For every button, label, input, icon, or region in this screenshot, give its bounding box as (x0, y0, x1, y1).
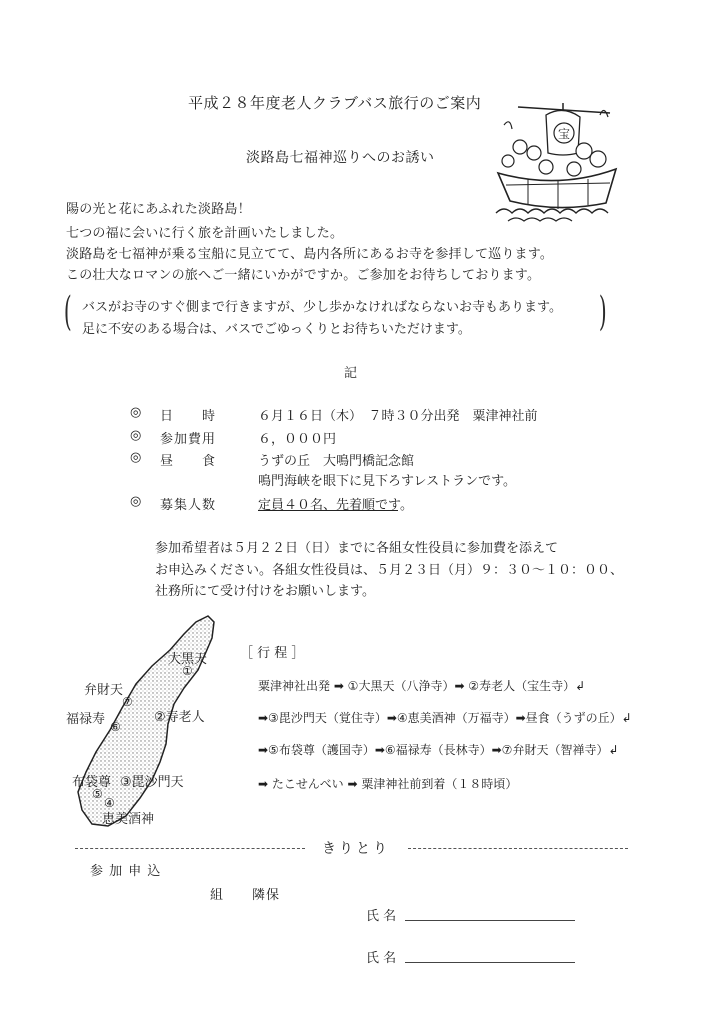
map-label-hoteison: 布袋尊 (72, 775, 112, 790)
map-label-benzaiten: 弁財天 (84, 683, 124, 698)
treasure-ship-illustration (488, 95, 628, 225)
detail-bullet: ◎ (130, 428, 142, 443)
ki-heading: 記 (344, 366, 358, 381)
cutoff-label: きりとり (322, 841, 390, 857)
detail-label-fee: 参加費用 (160, 432, 217, 447)
map-marker-6: ⑥ (110, 720, 121, 734)
intro-line-2: 七つの福に会いに行く旅を計画いたしました。 (66, 226, 344, 241)
note-line-1: バスがお寺のすぐ側まで行きますが、少し歩かなければならないお寺もあります。 (82, 300, 562, 315)
detail-bullet: ◎ (130, 450, 142, 465)
intro-line-4: この壮大なロマンの旅へご一緒にいかがですか。ご参加をお待ちしております。 (66, 268, 541, 283)
detail-label-capacity: 募集人数 (160, 498, 217, 513)
note-left-bracket: ( (63, 289, 72, 335)
map-label-jurojin: ②寿老人 (154, 710, 205, 725)
intro-line-1: 陽の光と花にあふれた淡路島！ (66, 202, 251, 217)
form-title: 参 加 申 込 (90, 864, 162, 879)
name-field-2[interactable] (405, 962, 575, 963)
cutoff-dashed-line-right (408, 848, 628, 849)
route-line-3: ➡⑤布袋尊（護国寺）➡⑥福禄寿（長林寺）➡⑦弁財天（智禅寺）↲ (258, 743, 619, 757)
note-right-bracket: ) (598, 289, 607, 335)
cutoff-dashed-line-left (75, 848, 305, 849)
route-heading: ［ 行 程 ］ (240, 646, 305, 661)
form-group-label: 組 隣保 (210, 888, 281, 903)
application-line-1: 参加希望者は５月２２日（日）までに各組女性役員に参加費を添えて (155, 541, 559, 556)
application-line-3: 社務所にて受け付けをお願いします。 (155, 584, 375, 599)
map-label-ebisu: 恵美酒神 (102, 812, 155, 827)
sail-character: 宝 (557, 127, 571, 141)
map-marker-1: ① (182, 664, 193, 678)
application-line-2: お申込みください。各組女性役員は、５月２３日（月）９：３０～１０：００、 (155, 563, 624, 578)
intro-line-3: 淡路島を七福神が乗る宝船に見立てて、島内各所にあるお寺を参拝して巡ります。 (66, 247, 554, 262)
detail-bullet: ◎ (130, 494, 142, 509)
detail-value-lunch-note: 鳴門海峡を眼下に見下ろすレストランです。 (258, 474, 517, 489)
route-line-1: 粟津神社出発 ➡ ①大黒天（八浄寺）➡ ②寿老人（宝生寺）↲ (258, 679, 586, 693)
detail-bullet: ◎ (130, 405, 142, 420)
route-line-4: ➡ たこせんべい ➡ 粟津神社前到着（１８時頃） (258, 777, 518, 791)
detail-value-capacity: 定員４０名、先着順です。 (258, 498, 413, 513)
route-line-2: ➡③毘沙門天（覚住寺）➡④恵美酒神（万福寺）➡昼食（うずの丘）↲ (258, 711, 632, 725)
detail-label-date: 日 時 (160, 409, 217, 424)
name-field-1[interactable] (405, 920, 575, 921)
form-name-label-1: 氏 名 (366, 909, 397, 924)
form-name-label-2: 氏 名 (366, 951, 397, 966)
page-title: 平成２８年度老人クラブバス旅行のご案内 (188, 94, 482, 112)
map-label-bishamonten: ③毘沙門天 (120, 775, 184, 790)
capacity-underline (258, 510, 398, 511)
detail-value-lunch: うずの丘 大鳴門橋記念館 (258, 454, 415, 469)
detail-value-fee: ６，０００円 (258, 432, 337, 447)
map-label-fukurokuju: 福禄寿 (66, 712, 106, 727)
note-line-2: 足に不安のある場合は、バスでごゆっくりとお待ちいただけます。 (82, 322, 471, 337)
detail-value-date: ６月１６日（木） ７時３０分出発 粟津神社前 (258, 409, 538, 424)
page-subtitle: 淡路島七福神巡りへのお誘い (246, 150, 435, 166)
map-marker-5: ⑤ (92, 787, 103, 801)
map-label-daikokuten: 大黒天 (168, 652, 208, 667)
detail-label-lunch: 昼 食 (160, 454, 217, 469)
map-marker-4: ④ (104, 796, 115, 810)
map-marker-7: ⑦ (122, 695, 133, 709)
